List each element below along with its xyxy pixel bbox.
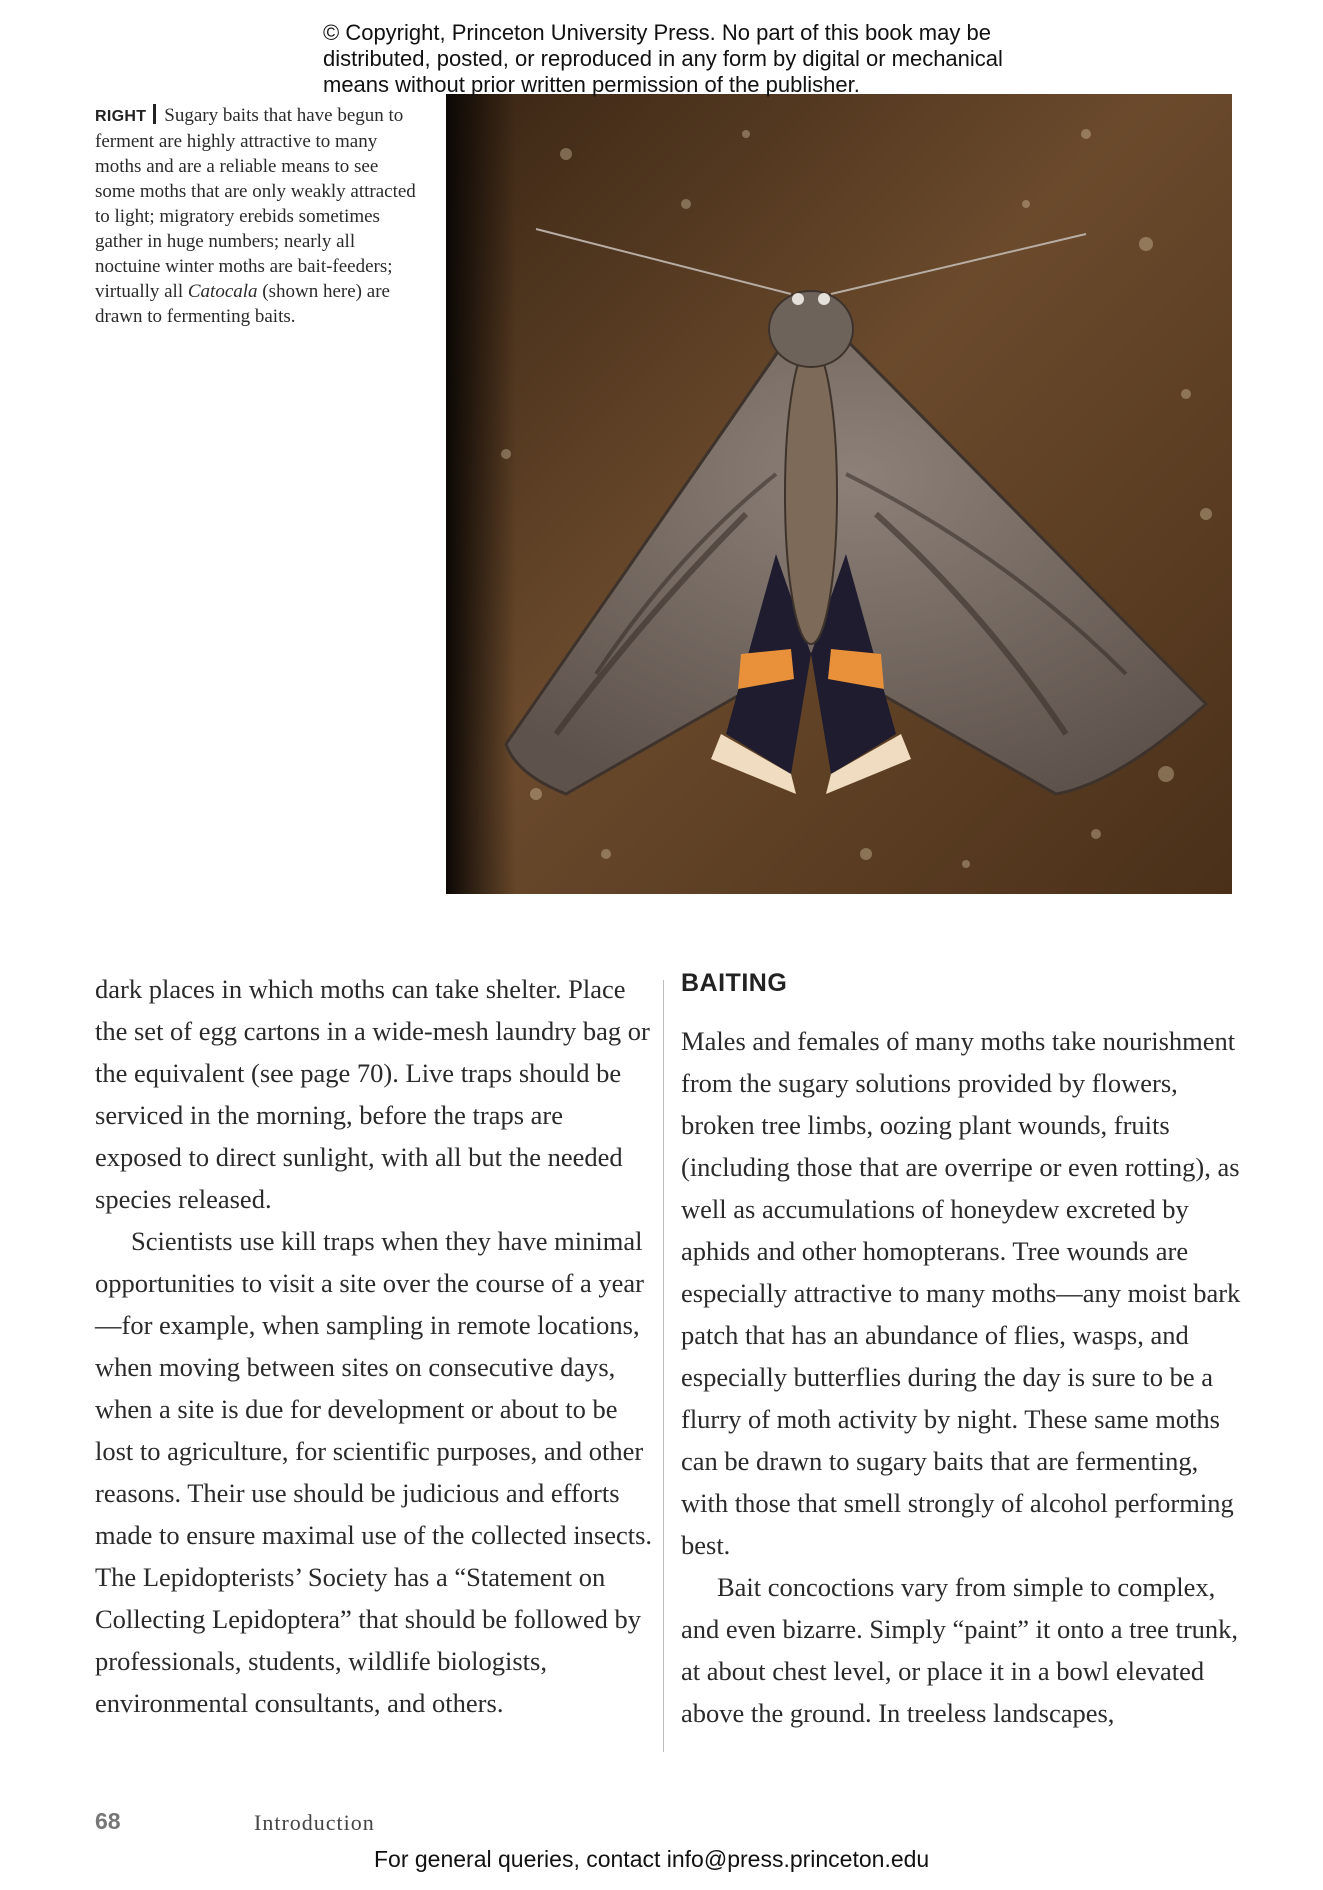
section-heading-baiting: BAITING (681, 969, 788, 997)
moth-photo (446, 94, 1232, 894)
left-paragraph-2: Scientists use kill traps when they have minimal opportunities to visit a site over the course of a year—for example, when sampling in remote locations, when moving between sites on consecutive days, when a site is due for development or about to be lost to agriculture, for scientific purposes, and other reasons. Their use should be judicious and efforts made to ensure maximal use of the collected insects. The Lepidopterists’ Society has a “Statement on Collecting Lepidoptera” that should be followed by professionals, students, wildlife biologists, environmental consultants, and others. (95, 1226, 653, 1718)
caption-text: Sugary baits that have begun to ferment are highly attractive to many moths and are a reliable means to see some moths that are only weakly attracted to light; migratory erebids sometimes gather in huge numbers; nearly all noctuine winter moths are bait-feeders; virtually all (95, 105, 416, 302)
left-text-column (95, 968, 655, 1724)
page-number: 68 (95, 1808, 121, 1834)
right-text-column (681, 968, 1241, 1734)
caption-label: RIGHT (95, 108, 147, 125)
caption-italic-genus: Catocala (187, 281, 258, 302)
left-paragraph-1: dark places in which moths can take shelter. Place the set of egg cartons in a wide-mesh laundry bag or the equivalent (see page 70). Live traps should be serviced in the morning, before the traps are exposed to direct sunlight, with all but the needed species released. (95, 974, 650, 1214)
caption-separator (153, 104, 156, 124)
caption-text-end: (shown here) are drawn to fermenting baits. (95, 281, 390, 327)
photo-caption (95, 103, 420, 329)
right-paragraph-2: Bait concoctions vary from simple to complex, and even bizarre. Simply “paint” it onto a tree trunk, at about chest level, or place it in a bowl elevated above the ground. In treeless landscapes, (681, 1572, 1239, 1728)
column-divider (663, 980, 664, 1752)
running-footer-section: Introduction (254, 1810, 375, 1835)
copyright-notice: © Copyright, Princeton University Press. No part of this book may be distributed, posted, or reproduced in any form by digital or mechanical means without prior written permission of the publisher. (323, 20, 1003, 97)
right-paragraph-1: Males and females of many moths take nourishment from the sugary solutions provided by flowers, broken tree limbs, oozing plant wounds, fruits (including those that are overripe or even rotting), as well as accumulations of honeydew excreted by aphids and other homopterans. Tree wounds are especially attractive to many moths—any moist bark patch that has an abundance of flies, wasps, and especially butterflies during the day is sure to be a flurry of moth activity by night. These same moths can be drawn to sugary baits that are fermenting, with those that smell strongly of alcohol performing best. (681, 1026, 1241, 1560)
contact-notice: For general queries, contact info@press.princeton.edu (374, 1846, 930, 1872)
